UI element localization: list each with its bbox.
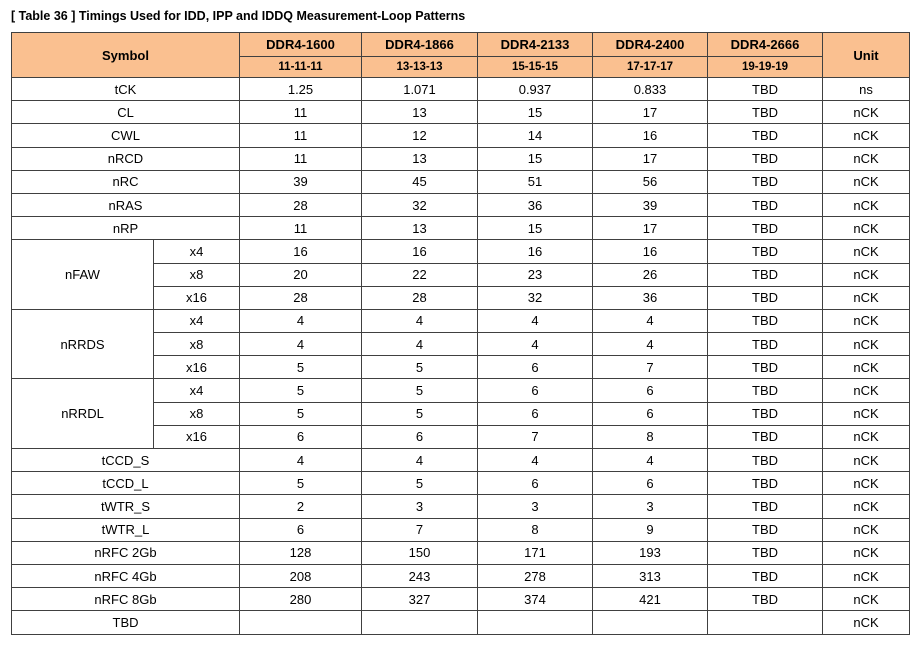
value-cell: 4 (362, 333, 478, 356)
unit-cell: nCK (823, 611, 910, 634)
value-cell: 6 (478, 379, 593, 402)
unit-cell: nCK (823, 495, 910, 518)
symbol-cell: nRRDS (12, 309, 154, 379)
table-row (12, 193, 910, 216)
value-cell: 5 (362, 356, 478, 379)
value-cell: 6 (593, 472, 708, 495)
value-cell (240, 611, 362, 634)
value-cell: 7 (593, 356, 708, 379)
value-cell: 4 (240, 449, 362, 472)
value-cell: TBD (708, 263, 823, 286)
value-cell: 327 (362, 588, 478, 611)
value-cell: 16 (240, 240, 362, 263)
unit-cell: nCK (823, 588, 910, 611)
unit-cell: nCK (823, 425, 910, 448)
table-row (12, 240, 910, 263)
value-cell: 374 (478, 588, 593, 611)
table-row (12, 518, 910, 541)
unit-cell: nCK (823, 379, 910, 402)
value-cell: 9 (593, 518, 708, 541)
value-cell: TBD (708, 472, 823, 495)
value-cell: 39 (593, 193, 708, 216)
value-cell: 28 (240, 193, 362, 216)
value-cell: TBD (708, 564, 823, 587)
table-row (12, 309, 910, 332)
unit-cell: nCK (823, 286, 910, 309)
value-cell: 8 (478, 518, 593, 541)
value-cell: 23 (478, 263, 593, 286)
unit-cell: nCK (823, 541, 910, 564)
value-cell: 17 (593, 101, 708, 124)
symbol-cell: tWTR_L (12, 518, 240, 541)
value-cell: 51 (478, 170, 593, 193)
value-cell: 3 (478, 495, 593, 518)
header-row (12, 33, 910, 57)
unit-cell: nCK (823, 263, 910, 286)
symbol-cell: tCCD_L (12, 472, 240, 495)
value-cell: TBD (708, 217, 823, 240)
value-cell: 4 (362, 309, 478, 332)
value-cell: 36 (478, 193, 593, 216)
org-cell: x8 (154, 263, 240, 286)
value-cell: 11 (240, 147, 362, 170)
value-cell: 5 (240, 472, 362, 495)
unit-cell: nCK (823, 240, 910, 263)
value-cell: 4 (478, 333, 593, 356)
speed-header: DDR4-1866 (362, 33, 478, 57)
table-row (12, 78, 910, 101)
bin-header: 13-13-13 (362, 57, 478, 78)
symbol-cell: tCK (12, 78, 240, 101)
table-row (12, 611, 910, 634)
org-cell: x4 (154, 240, 240, 263)
table-row (12, 379, 910, 402)
symbol-cell: nRRDL (12, 379, 154, 449)
value-cell: 0.937 (478, 78, 593, 101)
table-row (12, 217, 910, 240)
value-cell: 6 (240, 518, 362, 541)
value-cell: 15 (478, 101, 593, 124)
unit-cell: nCK (823, 217, 910, 240)
value-cell: 1.25 (240, 78, 362, 101)
value-cell: 7 (478, 425, 593, 448)
value-cell: 4 (240, 333, 362, 356)
speed-header: DDR4-2400 (593, 33, 708, 57)
value-cell: TBD (708, 78, 823, 101)
org-cell: x4 (154, 309, 240, 332)
value-cell: 5 (362, 472, 478, 495)
table-row (12, 147, 910, 170)
value-cell: 4 (478, 309, 593, 332)
value-cell: 6 (593, 402, 708, 425)
value-cell: 3 (362, 495, 478, 518)
org-cell: x4 (154, 379, 240, 402)
value-cell: 28 (362, 286, 478, 309)
unit-cell: nCK (823, 309, 910, 332)
value-cell: TBD (708, 193, 823, 216)
value-cell: 280 (240, 588, 362, 611)
value-cell: 16 (478, 240, 593, 263)
value-cell: 4 (478, 449, 593, 472)
value-cell: 39 (240, 170, 362, 193)
value-cell (478, 611, 593, 634)
speed-header: DDR4-2666 (708, 33, 823, 57)
org-cell: x16 (154, 356, 240, 379)
unit-cell: nCK (823, 193, 910, 216)
value-cell: TBD (708, 541, 823, 564)
unit-cell: nCK (823, 101, 910, 124)
table-row (12, 495, 910, 518)
value-cell: 17 (593, 147, 708, 170)
value-cell: 128 (240, 541, 362, 564)
value-cell: TBD (708, 356, 823, 379)
value-cell: 56 (593, 170, 708, 193)
table-body (12, 78, 910, 635)
symbol-cell: tWTR_S (12, 495, 240, 518)
bin-header: 19-19-19 (708, 57, 823, 78)
symbol-cell: nRCD (12, 147, 240, 170)
unit-cell: ns (823, 78, 910, 101)
value-cell: TBD (708, 333, 823, 356)
value-cell: TBD (708, 495, 823, 518)
value-cell: 6 (362, 425, 478, 448)
table-row (12, 564, 910, 587)
value-cell: 4 (593, 333, 708, 356)
value-cell: 193 (593, 541, 708, 564)
org-cell: x16 (154, 286, 240, 309)
value-cell: 5 (240, 356, 362, 379)
value-cell: 11 (240, 101, 362, 124)
symbol-cell: TBD (12, 611, 240, 634)
value-cell (362, 611, 478, 634)
unit-cell: nCK (823, 124, 910, 147)
value-cell: TBD (708, 124, 823, 147)
value-cell: 313 (593, 564, 708, 587)
value-cell: 13 (362, 217, 478, 240)
value-cell: 36 (593, 286, 708, 309)
value-cell: 28 (240, 286, 362, 309)
symbol-cell: nRP (12, 217, 240, 240)
value-cell: 32 (478, 286, 593, 309)
value-cell: TBD (708, 425, 823, 448)
value-cell: 4 (240, 309, 362, 332)
org-cell: x8 (154, 402, 240, 425)
value-cell: TBD (708, 402, 823, 425)
symbol-cell: nRC (12, 170, 240, 193)
value-cell: 4 (362, 449, 478, 472)
value-cell: 13 (362, 101, 478, 124)
org-cell: x8 (154, 333, 240, 356)
value-cell: TBD (708, 101, 823, 124)
value-cell: 22 (362, 263, 478, 286)
value-cell: TBD (708, 286, 823, 309)
symbol-cell: nRFC 4Gb (12, 564, 240, 587)
value-cell: 4 (593, 449, 708, 472)
value-cell: 208 (240, 564, 362, 587)
value-cell: 0.833 (593, 78, 708, 101)
speed-header: DDR4-2133 (478, 33, 593, 57)
value-cell: TBD (708, 449, 823, 472)
value-cell: 16 (362, 240, 478, 263)
value-cell: 13 (362, 147, 478, 170)
value-cell: TBD (708, 147, 823, 170)
value-cell: 6 (478, 402, 593, 425)
table-caption: [ Table 36 ] Timings Used for IDD, IPP and IDDQ Measurement-Loop Patterns (11, 9, 466, 23)
symbol-cell: CL (12, 101, 240, 124)
value-cell: 6 (478, 356, 593, 379)
value-cell: TBD (708, 170, 823, 193)
symbol-cell: nRFC 2Gb (12, 541, 240, 564)
table-row (12, 541, 910, 564)
unit-cell: nCK (823, 449, 910, 472)
value-cell: 243 (362, 564, 478, 587)
value-cell: 2 (240, 495, 362, 518)
value-cell: 171 (478, 541, 593, 564)
bin-header: 15-15-15 (478, 57, 593, 78)
value-cell: 5 (362, 379, 478, 402)
value-cell: 15 (478, 147, 593, 170)
unit-header: Unit (823, 33, 910, 78)
value-cell: 16 (593, 240, 708, 263)
value-cell: 5 (240, 379, 362, 402)
value-cell: 150 (362, 541, 478, 564)
bin-header: 17-17-17 (593, 57, 708, 78)
unit-cell: nCK (823, 518, 910, 541)
symbol-cell: CWL (12, 124, 240, 147)
value-cell: TBD (708, 379, 823, 402)
value-cell (708, 611, 823, 634)
value-cell: 11 (240, 124, 362, 147)
value-cell: 6 (240, 425, 362, 448)
value-cell: 26 (593, 263, 708, 286)
symbol-cell: nRFC 8Gb (12, 588, 240, 611)
value-cell: 1.071 (362, 78, 478, 101)
value-cell (593, 611, 708, 634)
unit-cell: nCK (823, 564, 910, 587)
value-cell: 11 (240, 217, 362, 240)
symbol-cell: tCCD_S (12, 449, 240, 472)
table-row (12, 588, 910, 611)
value-cell: TBD (708, 588, 823, 611)
value-cell: 8 (593, 425, 708, 448)
value-cell: 6 (478, 472, 593, 495)
value-cell: 20 (240, 263, 362, 286)
symbol-cell: nFAW (12, 240, 154, 310)
table-row (12, 170, 910, 193)
value-cell: TBD (708, 240, 823, 263)
value-cell: TBD (708, 518, 823, 541)
value-cell: TBD (708, 309, 823, 332)
value-cell: 12 (362, 124, 478, 147)
org-cell: x16 (154, 425, 240, 448)
symbol-header: Symbol (12, 33, 240, 78)
unit-cell: nCK (823, 402, 910, 425)
table-row (12, 449, 910, 472)
value-cell: 3 (593, 495, 708, 518)
value-cell: 5 (362, 402, 478, 425)
value-cell: 16 (593, 124, 708, 147)
value-cell: 5 (240, 402, 362, 425)
unit-cell: nCK (823, 356, 910, 379)
value-cell: 278 (478, 564, 593, 587)
value-cell: 4 (593, 309, 708, 332)
value-cell: 6 (593, 379, 708, 402)
unit-cell: nCK (823, 170, 910, 193)
table-row (12, 124, 910, 147)
value-cell: 17 (593, 217, 708, 240)
value-cell: 14 (478, 124, 593, 147)
table-row (12, 101, 910, 124)
unit-cell: nCK (823, 472, 910, 495)
unit-cell: nCK (823, 147, 910, 170)
unit-cell: nCK (823, 333, 910, 356)
symbol-cell: nRAS (12, 193, 240, 216)
value-cell: 15 (478, 217, 593, 240)
bin-header: 11-11-11 (240, 57, 362, 78)
table-row (12, 472, 910, 495)
value-cell: 421 (593, 588, 708, 611)
value-cell: 7 (362, 518, 478, 541)
value-cell: 32 (362, 193, 478, 216)
value-cell: 45 (362, 170, 478, 193)
timing-table (11, 32, 910, 635)
speed-header: DDR4-1600 (240, 33, 362, 57)
